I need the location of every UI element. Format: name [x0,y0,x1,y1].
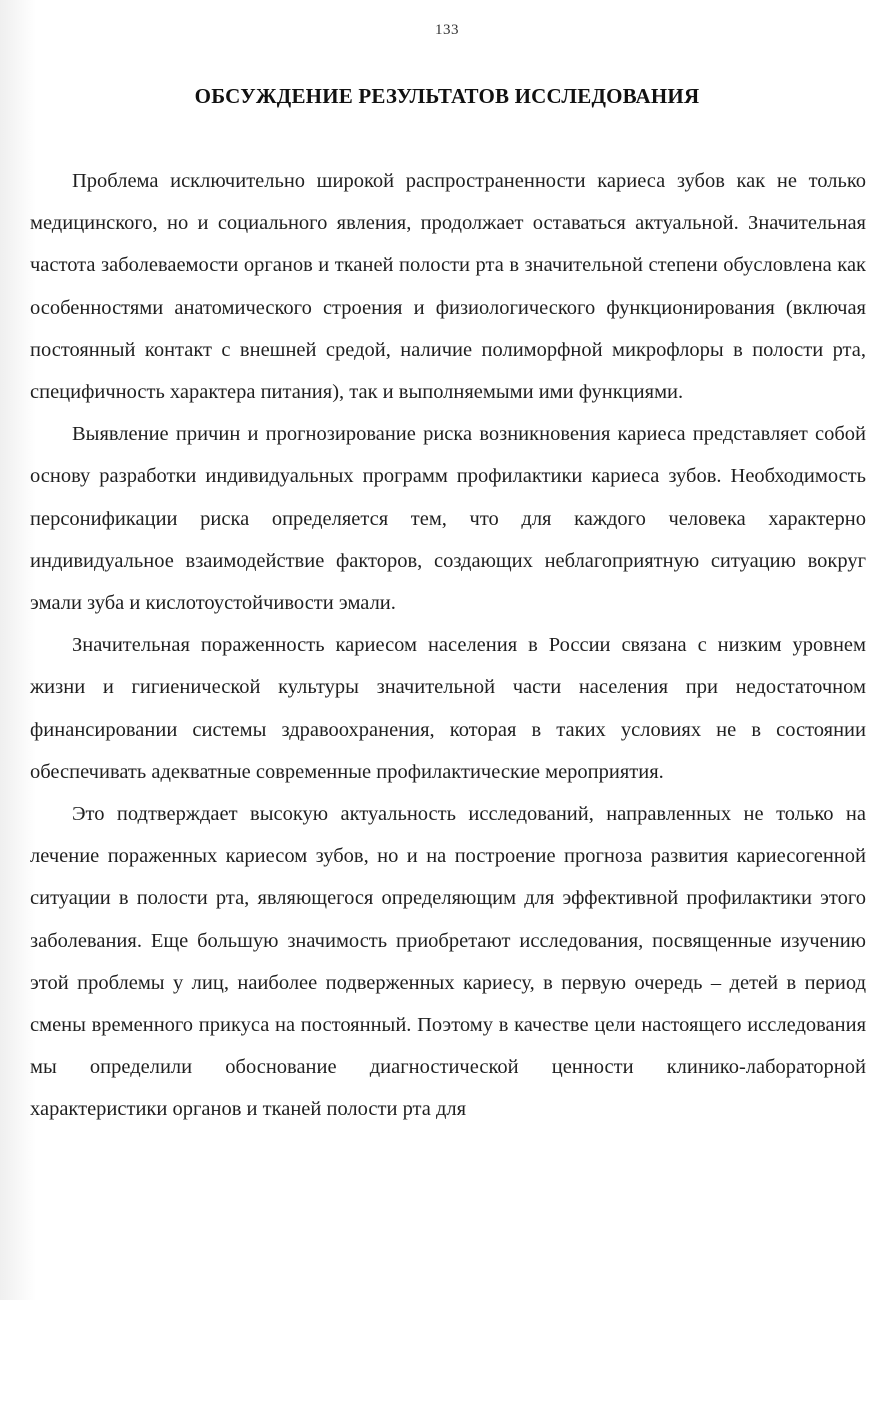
paragraph-2: Выявление причин и прогнозирование риска возникновения кариеса представляет собой основу разработки индивидуальных программ профилактики кариеса зубов. Необходимость персонификации риска определяется тем, что для каждого человека характерно индивидуальное взаимодействие факторов, создающих неблагоприятную ситуацию вокруг эмали зуба и кислотоустойчивости эмали. [30,423,866,615]
document-body [30,160,866,1131]
section-heading: ОБСУЖДЕНИЕ РЕЗУЛЬТАТОВ ИССЛЕДОВАНИЯ [194,84,700,108]
paragraph-1: Проблема исключительно широкой распространенности кариеса зубов как не только медицинского, но и социального явления, продолжает оставаться актуальной. Значительная частота заболеваемости органов и тканей полости рта в значительной степени обусловлена как особенностями анатомического строения и физиологического функционирования (включая постоянный контакт с внешней средой, наличие полиморфной микрофлоры в полости рта, специфичность характера питания), так и выполняемыми ими функциями. [30,170,866,404]
paragraph-3: Значительная пораженность кариесом населения в России связана с низким уровнем жизни и гигиенической культуры значительной части населения при недостаточном финансировании системы здравоохранения, которая в таких условиях не в состоянии обеспечивать адекватные современные профилактические мероприятия. [30,634,866,783]
page-number: 133 [435,22,459,38]
paragraph-4: Это подтверждает высокую актуальность исследований, направленных не только на лечение пораженных кариесом зубов, но и на построение прогноза развития кариесогенной ситуации в полости рта, являющегося определяющим для эффективной профилактики этого заболевания. Еще большую значимость приобретают исследования, посвященные изучению этой проблемы у лиц, наиболее подверженных кариесу, в первую очередь – детей в период смены временного прикуса на постоянный. Поэтому в качестве цели настоящего исследования мы определили обоснование диагностической ценности клинико-лабораторной характеристики органов и тканей полости рта для [30,803,866,1121]
